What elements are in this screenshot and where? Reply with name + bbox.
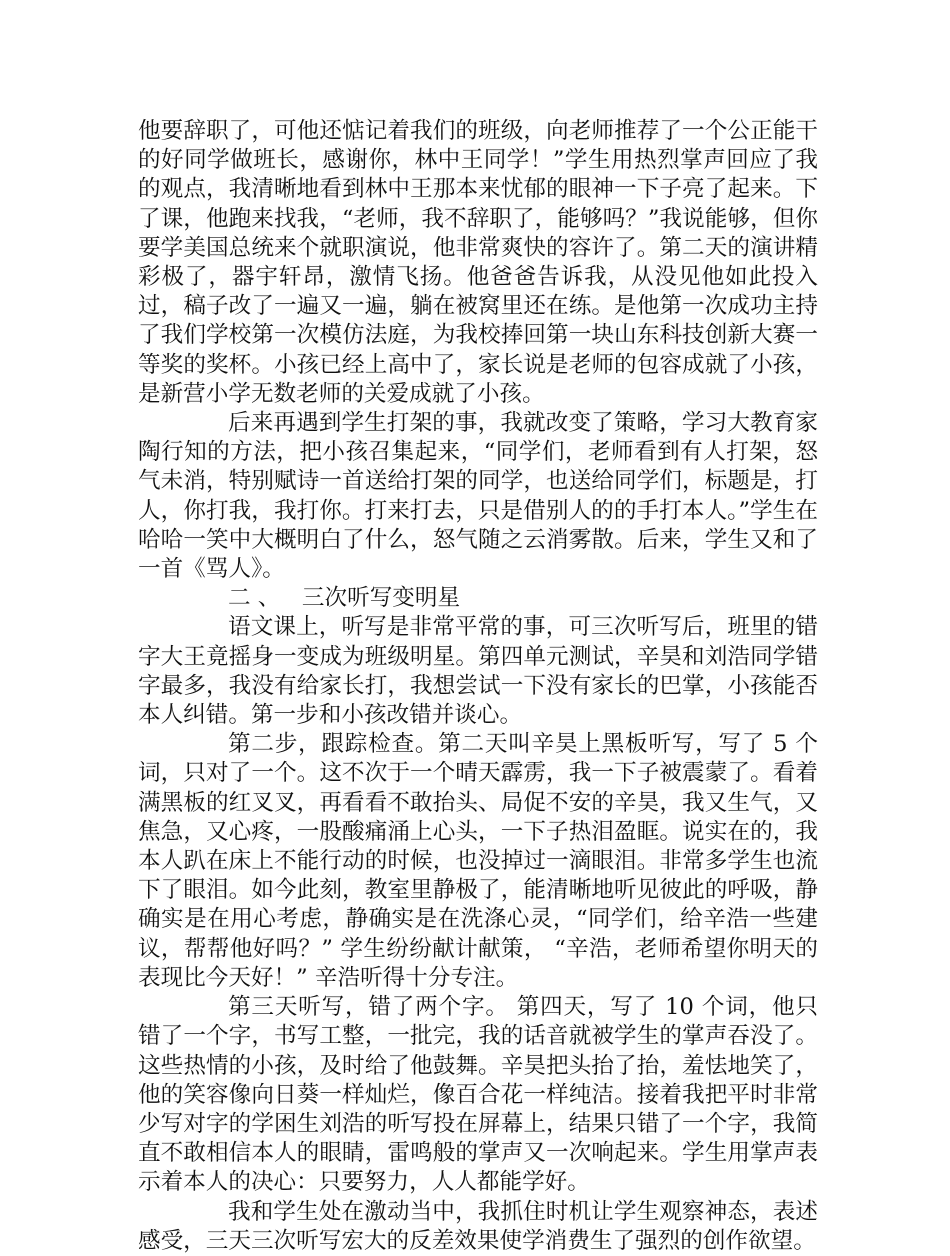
section-heading: 二 、 三次听写变明星 xyxy=(228,585,461,612)
document-body xyxy=(138,117,818,1256)
paragraph-5: 第三天听写，错了两个字。 第四天，写了 10 个词，他只错了一个字，书写工整，一批完，我的话音就被学生的掌声吞没了。这些热情的小孩，及时给了他鼓舞。辛昊把头抬了抬，羞怯地笑了，他的笑容像向日葵一样灿烂，像百合花一样纯洁。接着我把平时非常少写对字的学困生刘浩的听写投在屏幕上，结果只错了一个字，我简直不敢相信本人的眼睛，雷鸣般的掌声又一次响起来。学生用掌声表示着本人的决心：只要努力，人人都能学好。 xyxy=(138,994,818,1196)
paragraph-3: 语文课上，听写是非常平常的事，可三次听写后，班里的错字大王竟摇身一变成为班级明星。第四单元测试，辛昊和刘浩同学错字最多，我没有给家长打，我想尝试一下没有家长的巴掌，小孩能否本人纠错。第一步和小孩改错并谈心。 xyxy=(138,614,818,729)
paragraph-1: 他要辞职了，可他还惦记着我们的班级，向老师推荐了一个公正能干的好同学做班长，感谢你，林中王同学！”学生用热烈掌声回应了我的观点，我清晰地看到林中王那本来忧郁的眼神一下子亮了起来。下了课，他跑来找我，“老师，我不辞职了，能够吗？”我说能够，但你要学美国总统来个就职演说，他非常爽快的容许了。第二天的演讲精彩极了，器宇轩昂，激情飞扬。他爸爸告诉我，从没见他如此投入过，稿子改了一遍又一遍，躺在被窝里还在练。是他第一次成功主持了我们学校第一次模仿法庭，为我校捧回第一块山东科技创新大赛一等奖的奖杯。小孩已经上高中了，家长说是老师的包容成就了小孩，是新营小学无数老师的关爱成就了小孩。 xyxy=(138,118,818,407)
paragraph-6: 我和学生处在激动当中，我抓住时机让学生观察神态，表述感受，三天三次听写宏大的反差效果使学消费生了强烈的创作欲望。 xyxy=(138,1198,818,1254)
paragraph-4: 第二步，跟踪检查。第二天叫辛昊上黑板听写，写了 5 个词，只对了一个。这不次于一个晴天霹雳，我一下子被震蒙了。看着满黑板的红叉叉，再看看不敢抬头、局促不安的辛昊，我又生气，又焦急，又心疼，一股酸痛涌上心头，一下子热泪盈眶。说实在的，我本人趴在床上不能行动的时候，也没掉过一滴眼泪。非常多学生也流下了眼泪。如今此刻，教室里静极了，能清晰地听见彼此的呼吸，静确实是在用心考虑，静确实是在洗涤心灵，“同学们，给辛浩一些建议，帮帮他好吗？” 学生纷纷献计献策， “辛浩，老师希望你明天的表现比今天好！” 辛浩听得十分专注。 xyxy=(138,731,818,991)
paragraph-2: 后来再遇到学生打架的事，我就改变了策略，学习大教育家陶行知的方法，把小孩召集起来，“同学们，老师看到有人打架，怒气未消，特别赋诗一首送给打架的同学，也送给同学们，标题是，打人，你打我，我打你。打来打去，只是借别人的的手打本人。”学生在哈哈一笑中大概明白了什么，怒气随之云消雾散。后来，学生又和了一首《骂人》。 xyxy=(138,410,818,583)
